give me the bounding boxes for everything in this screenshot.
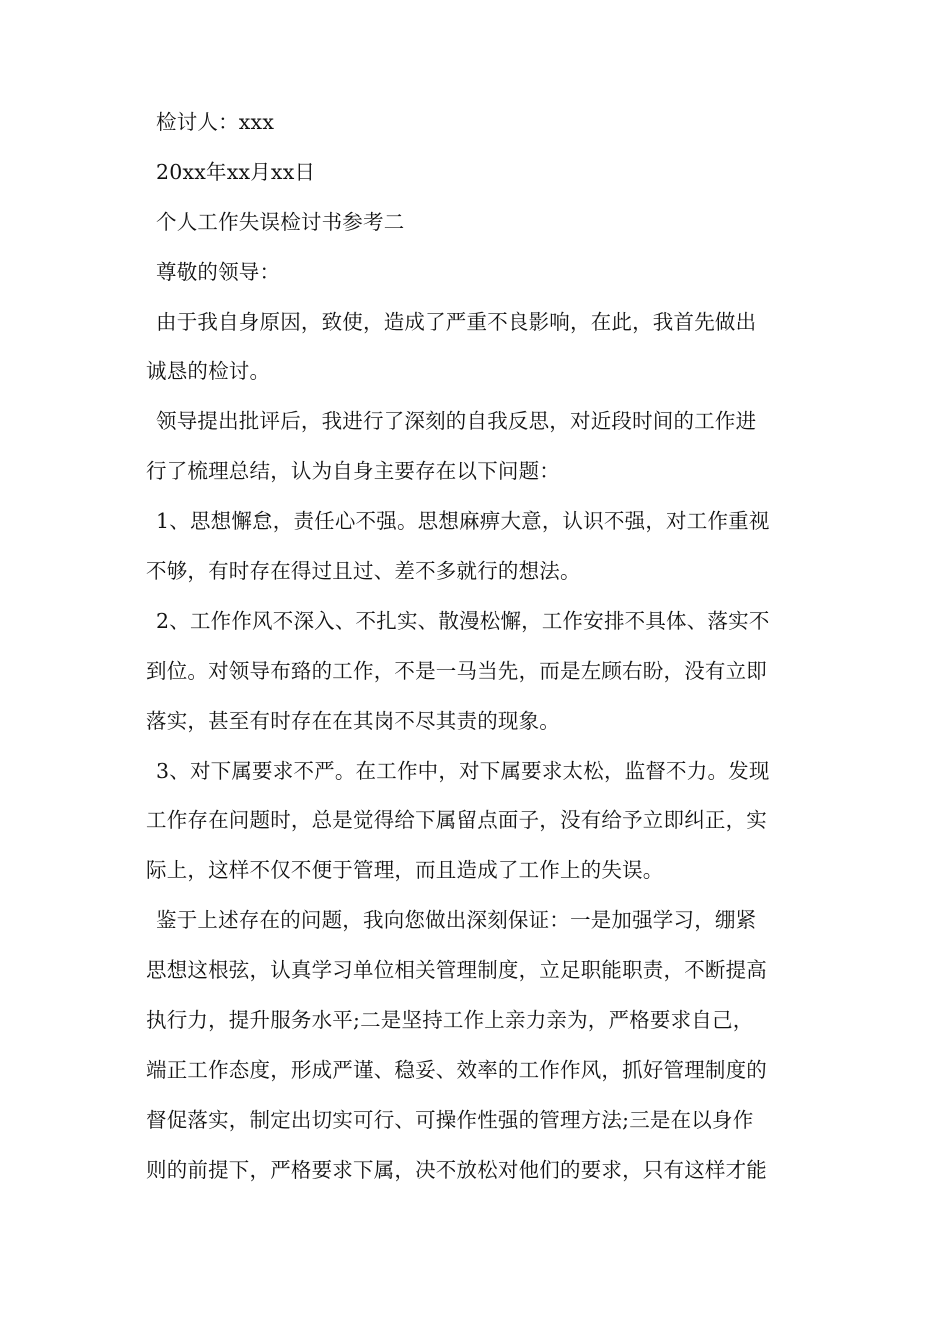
paragraph-line: 督促落实，制定出切实可行、可操作性强的管理方法;三是在以身作 — [146, 1107, 754, 1132]
paragraph-line: 行了梳理总结，认为自身主要存在以下问题： — [146, 459, 560, 484]
paragraph-line: 思想这根弦，认真学习单位相关管理制度，立足职能职责，不断提高 — [146, 958, 767, 983]
paragraph-line: 1、思想懈怠，责任心不强。思想麻痹大意，认识不强，对工作重视 — [156, 509, 770, 534]
paragraph-line: 由于我自身原因，致使，造成了严重不良影响，在此，我首先做出 — [156, 309, 757, 334]
salutation: 尊敬的领导： — [156, 259, 281, 284]
date-line: 20xx年xx月xx日 — [156, 159, 316, 184]
paragraph-line: 不够，有时存在得过且过、差不多就行的想法。 — [146, 559, 581, 584]
section-title: 个人工作失误检讨书参考二 — [156, 209, 405, 234]
paragraph-line: 诚恳的检讨。 — [146, 359, 271, 384]
paragraph-line: 工作存在问题时，总是觉得给下属留点面子，没有给予立即纠正，实 — [146, 808, 767, 833]
paragraph-line: 则的前提下，严格要求下属，决不放松对他们的要求，只有这样才能 — [146, 1157, 767, 1182]
paragraph-line: 到位。对领导布臵的工作，不是一马当先，而是左顾右盼，没有立即 — [146, 658, 767, 683]
paragraph-line: 2、工作作风不深入、不扎实、散漫松懈，工作安排不具体、落实不 — [156, 608, 770, 633]
paragraph-line: 落实，甚至有时存在在其岗不尽其责的现象。 — [146, 708, 560, 733]
paragraph-line: 执行力，提升服务水平;二是坚持工作上亲力亲为，严格要求自己， — [146, 1008, 754, 1033]
paragraph-line: 领导提出批评后，我进行了深刻的自我反思，对近段时间的工作进 — [156, 409, 757, 434]
paragraph-line: 端正工作态度，形成严谨、稳妥、效率的工作作风，抓好管理制度的 — [146, 1057, 767, 1082]
paragraph-line: 际上，这样不仅不便于管理，而且造成了工作上的失误。 — [146, 858, 664, 883]
signatory-line: 检讨人：xxx — [156, 110, 275, 134]
paragraph-line: 鉴于上述存在的问题，我向您做出深刻保证：一是加强学习，绷紧 — [156, 908, 757, 933]
paragraph-line: 3、对下属要求不严。在工作中，对下属要求太松，监督不力。发现 — [156, 758, 770, 783]
document-body — [146, 98, 822, 1196]
